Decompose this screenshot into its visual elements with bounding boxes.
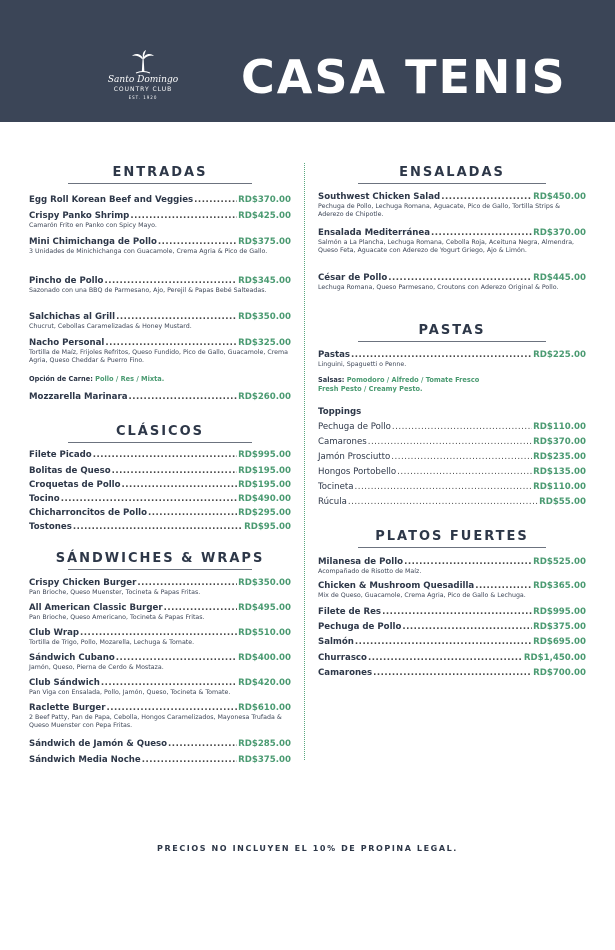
item-row — [318, 637, 586, 647]
item-name: Bolitas de Queso — [29, 466, 111, 476]
footer-note: PRECIOS NO INCLUYEN EL 10% DE PROPINA LEGAL. — [157, 844, 458, 853]
item-row — [29, 678, 291, 688]
item-row — [318, 497, 586, 507]
menu-item — [318, 607, 586, 617]
item-description: Pan Brioche, Queso Americano, Tocineta & Papas Fritas. — [29, 614, 205, 621]
salsas-line-2: Fresh Pesto / Creamy Pesto. — [318, 385, 423, 393]
leader-dots — [148, 508, 237, 518]
item-name: Sándwich de Jamón & Queso — [29, 739, 168, 749]
option-values: Pollo / Res / Mixta. — [95, 375, 165, 383]
item-price: RD$995.00 — [533, 607, 586, 617]
item-description: Acompañado de Risotto de Maíz. — [318, 568, 422, 575]
item-price: RD$525.00 — [533, 557, 586, 567]
item-name: Salmón — [318, 637, 354, 647]
item-price: RD$285.00 — [238, 739, 291, 749]
menu-item — [29, 739, 291, 749]
leader-dots — [142, 755, 237, 765]
leader-dots — [373, 668, 532, 678]
item-name: All American Classic Burger — [29, 603, 163, 613]
item-price: RD$110.00 — [533, 482, 586, 492]
item-name: Chicken & Mushroom Quesadilla — [318, 581, 475, 591]
item-row — [318, 482, 586, 492]
item-description: Tortilla de Maíz, Frijoles Refritos, Queso Fundido, Pico de Gallo, Guacamole, Crema Agria, Queso Cheddar & Puerro Fino. — [29, 349, 289, 364]
item-row — [29, 237, 291, 247]
heading-text: CLÁSICOS — [115, 424, 205, 439]
section-heading-entradas — [29, 165, 291, 184]
item-name: Hongos Portobello — [318, 467, 397, 477]
leader-dots — [355, 482, 533, 492]
menu-item — [29, 392, 291, 402]
leader-dots — [397, 467, 532, 477]
leader-dots — [101, 678, 237, 688]
heading-underline — [358, 183, 546, 184]
menu-item — [29, 603, 291, 622]
item-name: Rúcula — [318, 497, 347, 507]
column-divider — [304, 163, 305, 760]
menu-item — [29, 237, 291, 256]
menu-item — [29, 522, 291, 532]
item-row — [29, 755, 291, 765]
leader-dots — [129, 392, 238, 402]
item-row — [29, 338, 291, 348]
item-price: RD$375.00 — [238, 755, 291, 765]
logo-club-text: COUNTRY CLUB — [113, 86, 173, 93]
item-price: RD$375.00 — [238, 237, 291, 247]
salsas-line-1: Pomodoro / Alfredo / Tomate Fresco — [346, 376, 480, 384]
item-row — [29, 739, 291, 749]
item-row — [29, 508, 291, 518]
item-price: RD$400.00 — [238, 653, 291, 663]
item-row — [318, 653, 586, 663]
menu-item — [318, 228, 586, 255]
menu-item — [318, 422, 586, 432]
item-description: 3 Unidades de Minichichanga con Guacamole, Crema Agria & Pico de Gallo. — [29, 248, 268, 255]
heading-text: ENTRADAS — [112, 165, 208, 180]
item-name: Pincho de Pollo — [29, 276, 104, 286]
leader-dots — [104, 276, 237, 286]
menu-item — [29, 312, 291, 331]
menu-item — [29, 678, 291, 697]
menu-item — [318, 192, 586, 219]
leader-dots — [122, 480, 238, 490]
leader-dots — [158, 237, 237, 247]
item-price: RD$370.00 — [238, 195, 291, 205]
salsas-label: Salsas: — [318, 376, 345, 384]
menu-item — [29, 338, 291, 365]
item-row — [318, 467, 586, 477]
item-row — [318, 557, 586, 567]
item-price: RD$260.00 — [238, 392, 291, 402]
item-name: César de Pollo — [318, 273, 388, 283]
menu-item — [318, 273, 586, 292]
item-description: Pechuga de Pollo, Lechuga Romana, Aguacate, Pico de Gallo, Tortilla Strips & Aderezo de Chipotle. — [318, 203, 561, 218]
item-name: Filete Picado — [29, 450, 92, 460]
menu-item — [29, 195, 291, 205]
menu-item — [29, 755, 291, 765]
logo-est-text: EST. 1920 — [128, 95, 158, 100]
item-row — [29, 211, 291, 221]
item-name: Jamón Prosciutto — [318, 452, 391, 462]
item-description: Salmón a La Plancha, Lechuga Romana, Cebolla Roja, Aceituna Negra, Almendra, Queso Feta, Aguacate con Aderezo de Yogurt Griego, Ajo & Limón. — [318, 239, 575, 254]
item-description: 2 Beef Patty, Pan de Papa, Cebolla, Hongos Caramelizados, Mayonesa Trufada & Queso Muenster con Pepa Fritas. — [29, 714, 282, 729]
item-row — [29, 276, 291, 286]
item-row — [318, 422, 586, 432]
item-name: Crispy Panko Shrimp — [29, 211, 130, 221]
menu-item — [29, 508, 291, 518]
leader-dots — [388, 273, 532, 283]
leader-dots — [164, 603, 238, 613]
leader-dots — [116, 312, 237, 322]
item-name: Crispy Chicken Burger — [29, 578, 137, 588]
item-description: Tortilla de Trigo, Pollo, Mozarella, Lechuga & Tomate. — [29, 639, 195, 646]
item-price: RD$700.00 — [533, 668, 586, 678]
item-price: RD$95.00 — [244, 522, 291, 532]
item-name: Chicharroncitos de Pollo — [29, 508, 148, 518]
menu-item — [29, 276, 291, 295]
item-price: RD$445.00 — [533, 273, 586, 283]
heading-underline — [68, 183, 251, 184]
leader-dots — [194, 195, 237, 205]
item-price: RD$420.00 — [238, 678, 291, 688]
heading-text: PASTAS — [418, 323, 486, 338]
item-name: Club Wrap — [29, 628, 80, 638]
item-price: RD$995.00 — [238, 450, 291, 460]
item-description: Sazonado con una BBQ de Parmesano, Ajo, Perejil & Papas Bebé Salteadas. — [29, 287, 267, 294]
menu-item — [29, 628, 291, 647]
item-name: Churrasco — [318, 653, 367, 663]
item-row — [29, 578, 291, 588]
leader-dots — [351, 350, 532, 360]
item-price: RD$450.00 — [533, 192, 586, 202]
item-row — [318, 228, 586, 238]
item-name: Club Sándwich — [29, 678, 100, 688]
leader-dots — [391, 452, 532, 462]
item-price: RD$375.00 — [533, 622, 586, 632]
leader-dots — [431, 228, 532, 238]
leader-dots — [137, 578, 237, 588]
item-row — [29, 450, 291, 460]
salsas-note — [318, 376, 586, 394]
item-row — [29, 603, 291, 613]
item-name: Mini Chimichanga de Pollo — [29, 237, 157, 247]
menu-item — [318, 437, 586, 447]
leader-dots — [73, 522, 243, 532]
section-heading-ensaladas — [318, 165, 586, 184]
item-price: RD$55.00 — [539, 497, 586, 507]
menu-item — [29, 480, 291, 490]
item-price: RD$510.00 — [238, 628, 291, 638]
item-name: Egg Roll Korean Beef and Veggies — [29, 195, 194, 205]
item-row — [29, 653, 291, 663]
item-price: RD$195.00 — [238, 466, 291, 476]
item-price: RD$345.00 — [238, 276, 291, 286]
item-price: RD$235.00 — [533, 452, 586, 462]
menu-item — [29, 494, 291, 504]
page-title: CASA TENIS — [241, 50, 567, 104]
item-price: RD$325.00 — [238, 338, 291, 348]
item-description: Camarón Frito en Panko con Spicy Mayo. — [29, 222, 157, 229]
item-row — [29, 195, 291, 205]
menu-item-pastas — [318, 350, 586, 369]
item-name: Southwest Chicken Salad — [318, 192, 441, 202]
heading-text: SÁNDWICHES & WRAPS — [55, 551, 265, 566]
item-price: RD$350.00 — [238, 578, 291, 588]
toppings-label: Toppings — [318, 407, 362, 417]
item-price: RD$370.00 — [533, 437, 586, 447]
item-price: RD$1,450.00 — [523, 653, 586, 663]
menu-item — [318, 467, 586, 477]
leader-dots — [368, 653, 523, 663]
leader-dots — [402, 622, 532, 632]
header-banner — [0, 0, 615, 122]
item-row — [29, 480, 291, 490]
heading-underline — [68, 442, 251, 443]
item-row — [318, 668, 586, 678]
leader-dots — [93, 450, 237, 460]
heading-underline — [68, 569, 251, 570]
item-name: Tostones — [29, 522, 72, 532]
item-row — [29, 522, 291, 532]
menu-item — [318, 497, 586, 507]
item-row — [318, 607, 586, 617]
leader-dots — [130, 211, 237, 221]
item-name: Pechuga de Pollo — [318, 622, 402, 632]
heading-underline — [358, 341, 546, 342]
section-heading-clasicos — [29, 424, 291, 443]
item-description: Lechuga Romana, Queso Parmesano, Croutons con Aderezo Original & Pollo. — [318, 284, 559, 291]
item-price: RD$370.00 — [533, 228, 586, 238]
item-row — [29, 628, 291, 638]
menu-item — [29, 450, 291, 460]
item-name: Filete de Res — [318, 607, 382, 617]
item-price: RD$490.00 — [238, 494, 291, 504]
item-name: Camarones — [318, 437, 367, 447]
item-row — [29, 494, 291, 504]
item-description: Pan Viga con Ensalada, Pollo, Jamón, Queso, Tocineta & Tomate. — [29, 689, 231, 696]
item-price: RD$225.00 — [533, 350, 586, 360]
menu-item — [318, 452, 586, 462]
item-name: Pechuga de Pollo — [318, 422, 391, 432]
menu-item — [318, 668, 586, 678]
leader-dots — [106, 703, 237, 713]
item-price: RD$295.00 — [238, 508, 291, 518]
menu-item — [29, 578, 291, 597]
leader-dots — [348, 497, 538, 507]
item-price: RD$425.00 — [238, 211, 291, 221]
item-price: RD$110.00 — [533, 422, 586, 432]
item-description: Pan Brioche, Queso Muenster, Tocineta & Papas Fritas. — [29, 589, 201, 596]
item-price: RD$195.00 — [238, 480, 291, 490]
section-heading-pastas — [318, 323, 586, 342]
leader-dots — [168, 739, 237, 749]
item-price: RD$365.00 — [533, 581, 586, 591]
heading-text: ENSALADAS — [399, 165, 505, 180]
item-row — [318, 273, 586, 283]
palm-tree-icon — [130, 50, 156, 74]
leader-dots — [61, 494, 237, 504]
item-price: RD$695.00 — [533, 637, 586, 647]
item-name: Tocineta — [318, 482, 354, 492]
menu-item — [29, 653, 291, 672]
item-row — [29, 703, 291, 713]
club-logo — [92, 50, 194, 116]
menu-item — [318, 637, 586, 647]
menu-item — [318, 557, 586, 576]
item-row — [318, 437, 586, 447]
item-name: Croquetas de Pollo — [29, 480, 121, 490]
menu-item — [318, 581, 586, 600]
item-name: Raclette Burger — [29, 703, 106, 713]
item-description: Linguini, Spaguetti o Penne. — [318, 361, 407, 368]
item-row — [318, 350, 586, 360]
heading-underline — [358, 547, 546, 548]
leader-dots — [441, 192, 532, 202]
item-name: Sándwich Cubano — [29, 653, 115, 663]
item-price: RD$135.00 — [533, 467, 586, 477]
section-heading-platos-fuertes — [318, 529, 586, 548]
menu-item — [29, 703, 291, 730]
leader-dots — [116, 653, 237, 663]
item-price: RD$495.00 — [238, 603, 291, 613]
leader-dots — [112, 466, 237, 476]
meat-option-note — [29, 375, 291, 384]
leader-dots — [80, 628, 237, 638]
section-heading-sandwiches — [29, 551, 291, 570]
leader-dots — [392, 422, 532, 432]
item-name: Pastas — [318, 350, 351, 360]
menu-item — [29, 466, 291, 476]
item-name: Sándwich Media Noche — [29, 755, 141, 765]
item-row — [29, 466, 291, 476]
logo-script-text: Santo Domingo — [107, 75, 179, 85]
leader-dots — [382, 607, 532, 617]
menu-item — [318, 622, 586, 632]
option-label: Opción de Carne: — [29, 375, 93, 383]
item-description: Mix de Queso, Guacamole, Crema Agria, Pico de Gallo & Lechuga. — [318, 592, 526, 599]
item-name: Tocino — [29, 494, 60, 504]
item-price: RD$610.00 — [238, 703, 291, 713]
leader-dots — [404, 557, 532, 567]
item-description: Chucrut, Cebollas Caramelizadas & Honey Mustard. — [29, 323, 192, 330]
menu-item — [318, 482, 586, 492]
item-price: RD$350.00 — [238, 312, 291, 322]
leader-dots — [368, 437, 532, 447]
item-row — [318, 452, 586, 462]
item-row — [318, 192, 586, 202]
item-name: Salchichas al Grill — [29, 312, 116, 322]
item-name: Mozzarella Marinara — [29, 392, 128, 402]
item-row — [29, 312, 291, 322]
leader-dots — [105, 338, 237, 348]
item-name: Nacho Personal — [29, 338, 105, 348]
leader-dots — [355, 637, 532, 647]
heading-text: PLATOS FUERTES — [375, 529, 529, 544]
leader-dots — [475, 581, 532, 591]
item-row — [318, 622, 586, 632]
menu-item — [318, 653, 586, 663]
item-name: Camarones — [318, 668, 373, 678]
item-name: Milanesa de Pollo — [318, 557, 404, 567]
item-row — [29, 392, 291, 402]
item-row — [318, 581, 586, 591]
menu-item — [29, 211, 291, 230]
item-description: Jamón, Queso, Pierna de Cerdo & Mostaza. — [29, 664, 164, 671]
item-name: Ensalada Mediterránea — [318, 228, 431, 238]
